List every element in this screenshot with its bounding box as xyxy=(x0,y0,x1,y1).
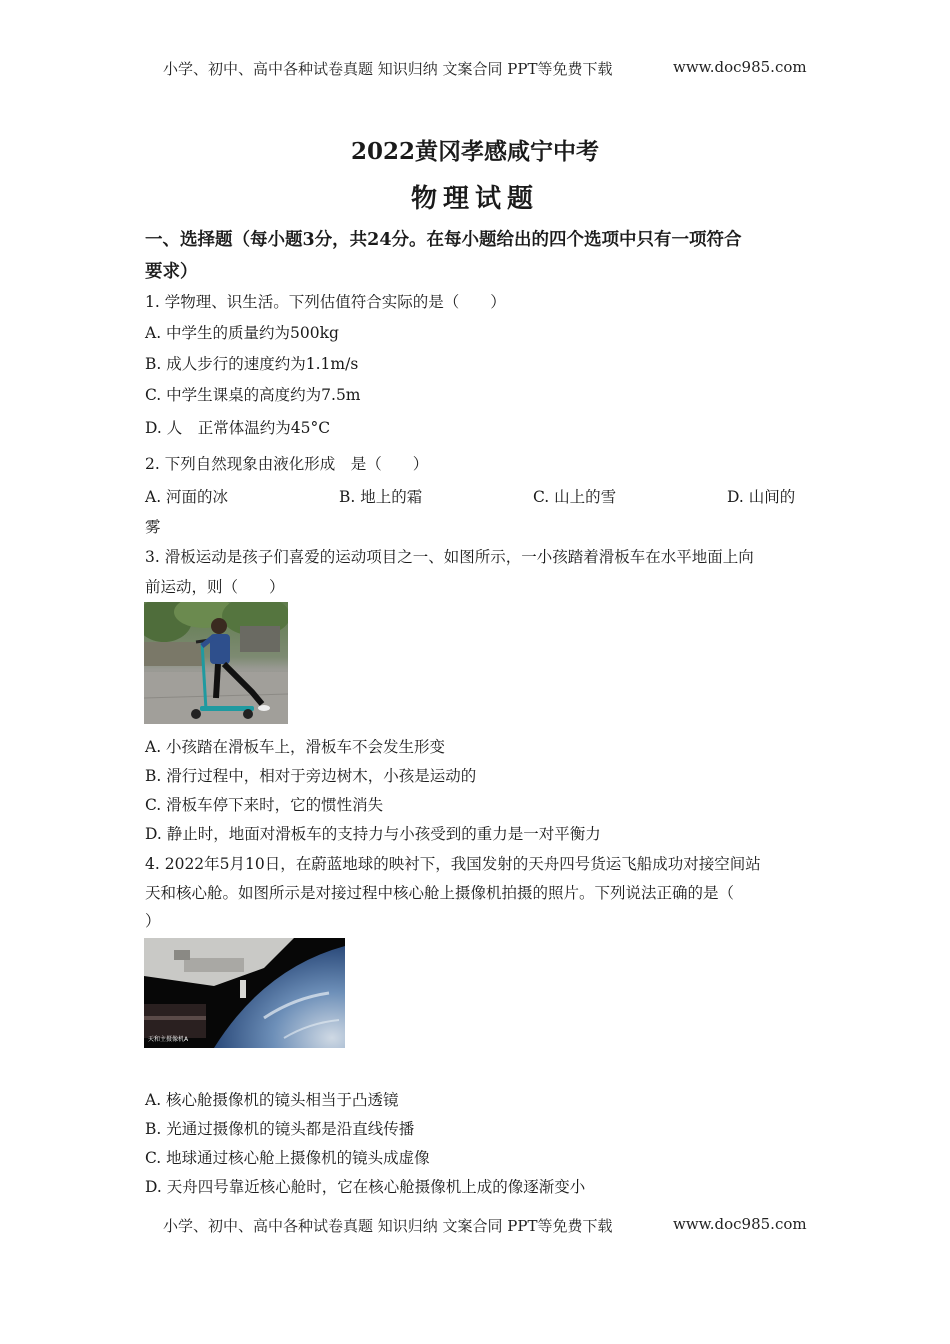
q4-option-d: D. 天舟四号靠近核心舱时，它在核心舱摄像机上成的像逐渐变小 xyxy=(145,1178,586,1196)
q3-option-d: D. 静止时，地面对滑板车的支持力与小孩受到的重力是一对平衡力 xyxy=(145,825,601,843)
footer-banner-url[interactable]: www.doc985.com xyxy=(673,1215,807,1233)
q4-option-c: C. 地球通过核心舱上摄像机的镜头成虚像 xyxy=(145,1149,430,1167)
section-heading-line2: 要求） xyxy=(145,262,198,282)
q3-option-a: A. 小孩踏在滑板车上，滑板车不会发生形变 xyxy=(145,738,446,756)
q2-option-b: B. 地上的霜 xyxy=(339,488,423,506)
footer-banner xyxy=(163,1215,807,1236)
q2-option-c: C. 山上的雪 xyxy=(533,488,617,506)
q3-stem-line2: 前运动，则（ ） xyxy=(145,578,285,596)
q1-stem: 1. 学物理、识生活。下列估值符合实际的是（ ） xyxy=(145,293,506,311)
photo-caption: 天和主摄像机A xyxy=(148,1036,189,1043)
q4-stem-line2: 天和核心舱。如图所示是对接过程中核心舱上摄像机拍摄的照片。下列说法正确的是（ xyxy=(145,884,735,902)
q4-stem-line1: 4. 2022年5月10日，在蔚蓝地球的映衬下，我国发射的天舟四号货运飞船成功对接空间站 xyxy=(145,855,761,873)
q3-option-c: C. 滑板车停下来时，它的惯性消失 xyxy=(145,796,384,814)
section-heading-line1: 一、选择题（每小题3分，共24分。在每小题给出的四个选项中只有一项符合 xyxy=(145,230,742,250)
footer-banner-text: 小学、初中、高中各种试卷真题 知识归纳 文案合同 PPT等免费下载 xyxy=(163,1217,613,1235)
q2-option-d: D. 山间的 xyxy=(727,488,796,506)
q1-option-a: A. 中学生的质量约为500kg xyxy=(145,324,339,342)
header-banner-url[interactable]: www.doc985.com xyxy=(673,58,807,76)
q3-stem-line1: 3. 滑板运动是孩子们喜爱的运动项目之一、如图所示，一小孩踏着滑板车在水平地面上向 xyxy=(145,548,754,566)
q2-stem: 2. 下列自然现象由液化形成 是（ ） xyxy=(145,455,429,473)
q1-option-b: B. 成人步行的速度约为1.1m/s xyxy=(145,355,359,373)
q4-option-b: B. 光通过摄像机的镜头都是沿直线传播 xyxy=(145,1120,415,1138)
header-banner xyxy=(163,58,807,79)
q1-option-c: C. 中学生课桌的高度约为7.5m xyxy=(145,386,361,404)
docking-camera-photo xyxy=(144,938,345,1048)
q1-option-d: D. 人 正常体温约为45°C xyxy=(145,419,331,437)
q4-option-a: A. 核心舱摄像机的镜头相当于凸透镜 xyxy=(145,1091,399,1109)
q4-stem-line3: ） xyxy=(145,912,161,930)
exam-subtitle: 物理试题 xyxy=(410,184,539,214)
exam-title: 2022黄冈孝感咸宁中考 xyxy=(350,138,599,165)
q3-option-b: B. 滑行过程中，相对于旁边树木，小孩是运动的 xyxy=(145,767,477,785)
q2-option-a: A. 河面的冰 xyxy=(145,488,229,506)
scooter-child-photo xyxy=(144,602,288,724)
header-banner-text: 小学、初中、高中各种试卷真题 知识归纳 文案合同 PPT等免费下载 xyxy=(163,60,613,78)
q2-option-d-continuation: 雾 xyxy=(145,518,161,536)
